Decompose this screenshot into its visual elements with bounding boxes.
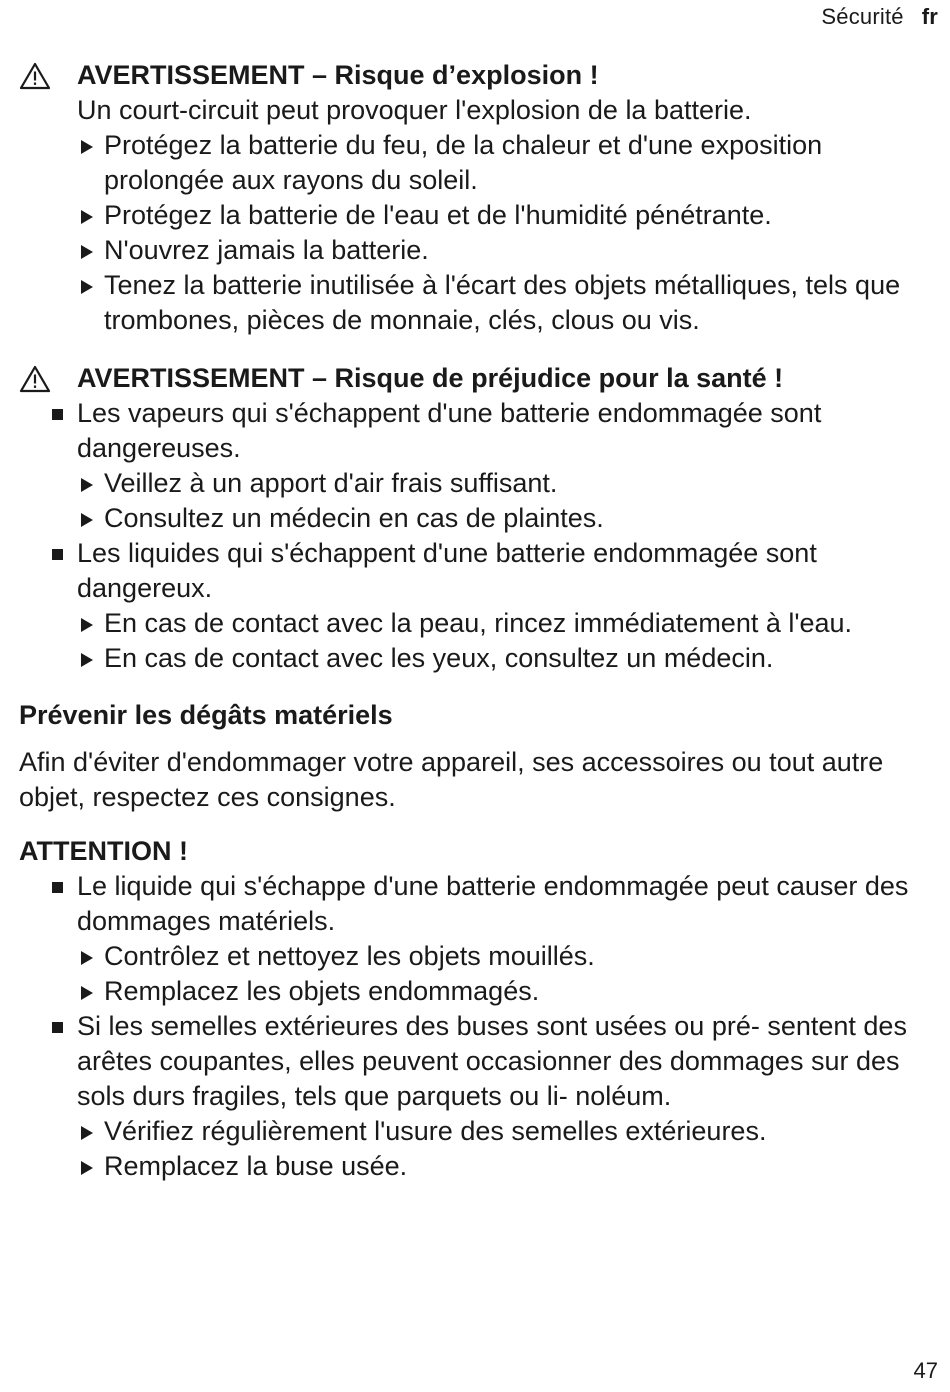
warning-explosion-title: [19, 58, 943, 93]
instruction-step: En cas de contact avec la peau, rincez immédiatement à l'eau.: [77, 606, 943, 641]
instruction-step: Remplacez les objets endommagés.: [77, 974, 943, 1009]
list-item: [19, 396, 943, 536]
instruction-step: Contrôlez et nettoyez les objets mouillés.: [77, 939, 943, 974]
warning-title-text: AVERTISSEMENT – Risque de préjudice pour la santé !: [77, 363, 784, 393]
attention-title: ATTENTION !: [19, 836, 188, 866]
warning-intro: Un court-circuit peut provoquer l'explosion de la batterie.: [77, 95, 752, 125]
bullet-text: Le liquide qui s'échappe d'une batterie endommagée peut causer des dommages matériels.: [77, 871, 909, 936]
instruction-step: En cas de contact avec les yeux, consultez un médecin.: [77, 641, 943, 676]
instruction-step: N'ouvrez jamais la batterie.: [19, 233, 943, 268]
warning-triangle-icon: [19, 365, 51, 393]
instruction-step: Remplacez la buse usée.: [77, 1149, 943, 1184]
section-heading: Prévenir les dégâts matériels: [19, 700, 393, 730]
instruction-step: Protégez la batterie de l'eau et de l'humidité pénétrante.: [19, 198, 943, 233]
instruction-step: Consultez un médecin en cas de plaintes.: [77, 501, 943, 536]
language-code: fr: [921, 4, 938, 29]
bullet-text: Les vapeurs qui s'échappent d'une batterie endommagée sont dangereuses.: [77, 398, 822, 463]
bullet-text: Les liquides qui s'échappent d'une batterie endommagée sont dangereux.: [77, 538, 817, 603]
warning-health-title: [19, 361, 943, 396]
page-number: 47: [913, 1358, 938, 1383]
list-item: [19, 869, 943, 1009]
section-name: Sécurité: [821, 4, 904, 29]
instruction-step: Protégez la batterie du feu, de la chaleur et d'une exposition prolongée aux rayons du soleil.: [19, 128, 943, 198]
page-header: [821, 4, 938, 30]
list-item: [19, 1009, 943, 1184]
instruction-step: Veillez à un apport d'air frais suffisant.: [77, 466, 943, 501]
section-paragraph: Afin d'éviter d'endommager votre appareil, ses accessoires ou tout autre objet, respectez ces consignes.: [19, 747, 884, 812]
instruction-step: Tenez la batterie inutilisée à l'écart des objets métalliques, tels que trombones, pièces de monnaie, clés, clous ou vis.: [19, 268, 943, 338]
list-item: [19, 536, 943, 676]
page-content: [19, 58, 943, 1184]
bullet-text: Si les semelles extérieures des buses sont usées ou pré- sentent des arêtes coupantes, elles peuvent occasionner des dommages sur des sols durs fragiles, tels que parquets ou li- noléum.: [77, 1011, 907, 1111]
warning-title-text: AVERTISSEMENT – Risque d’explosion !: [77, 60, 599, 90]
instruction-step: Vérifiez régulièrement l'usure des semelles extérieures.: [77, 1114, 943, 1149]
warning-triangle-icon: [19, 62, 51, 90]
